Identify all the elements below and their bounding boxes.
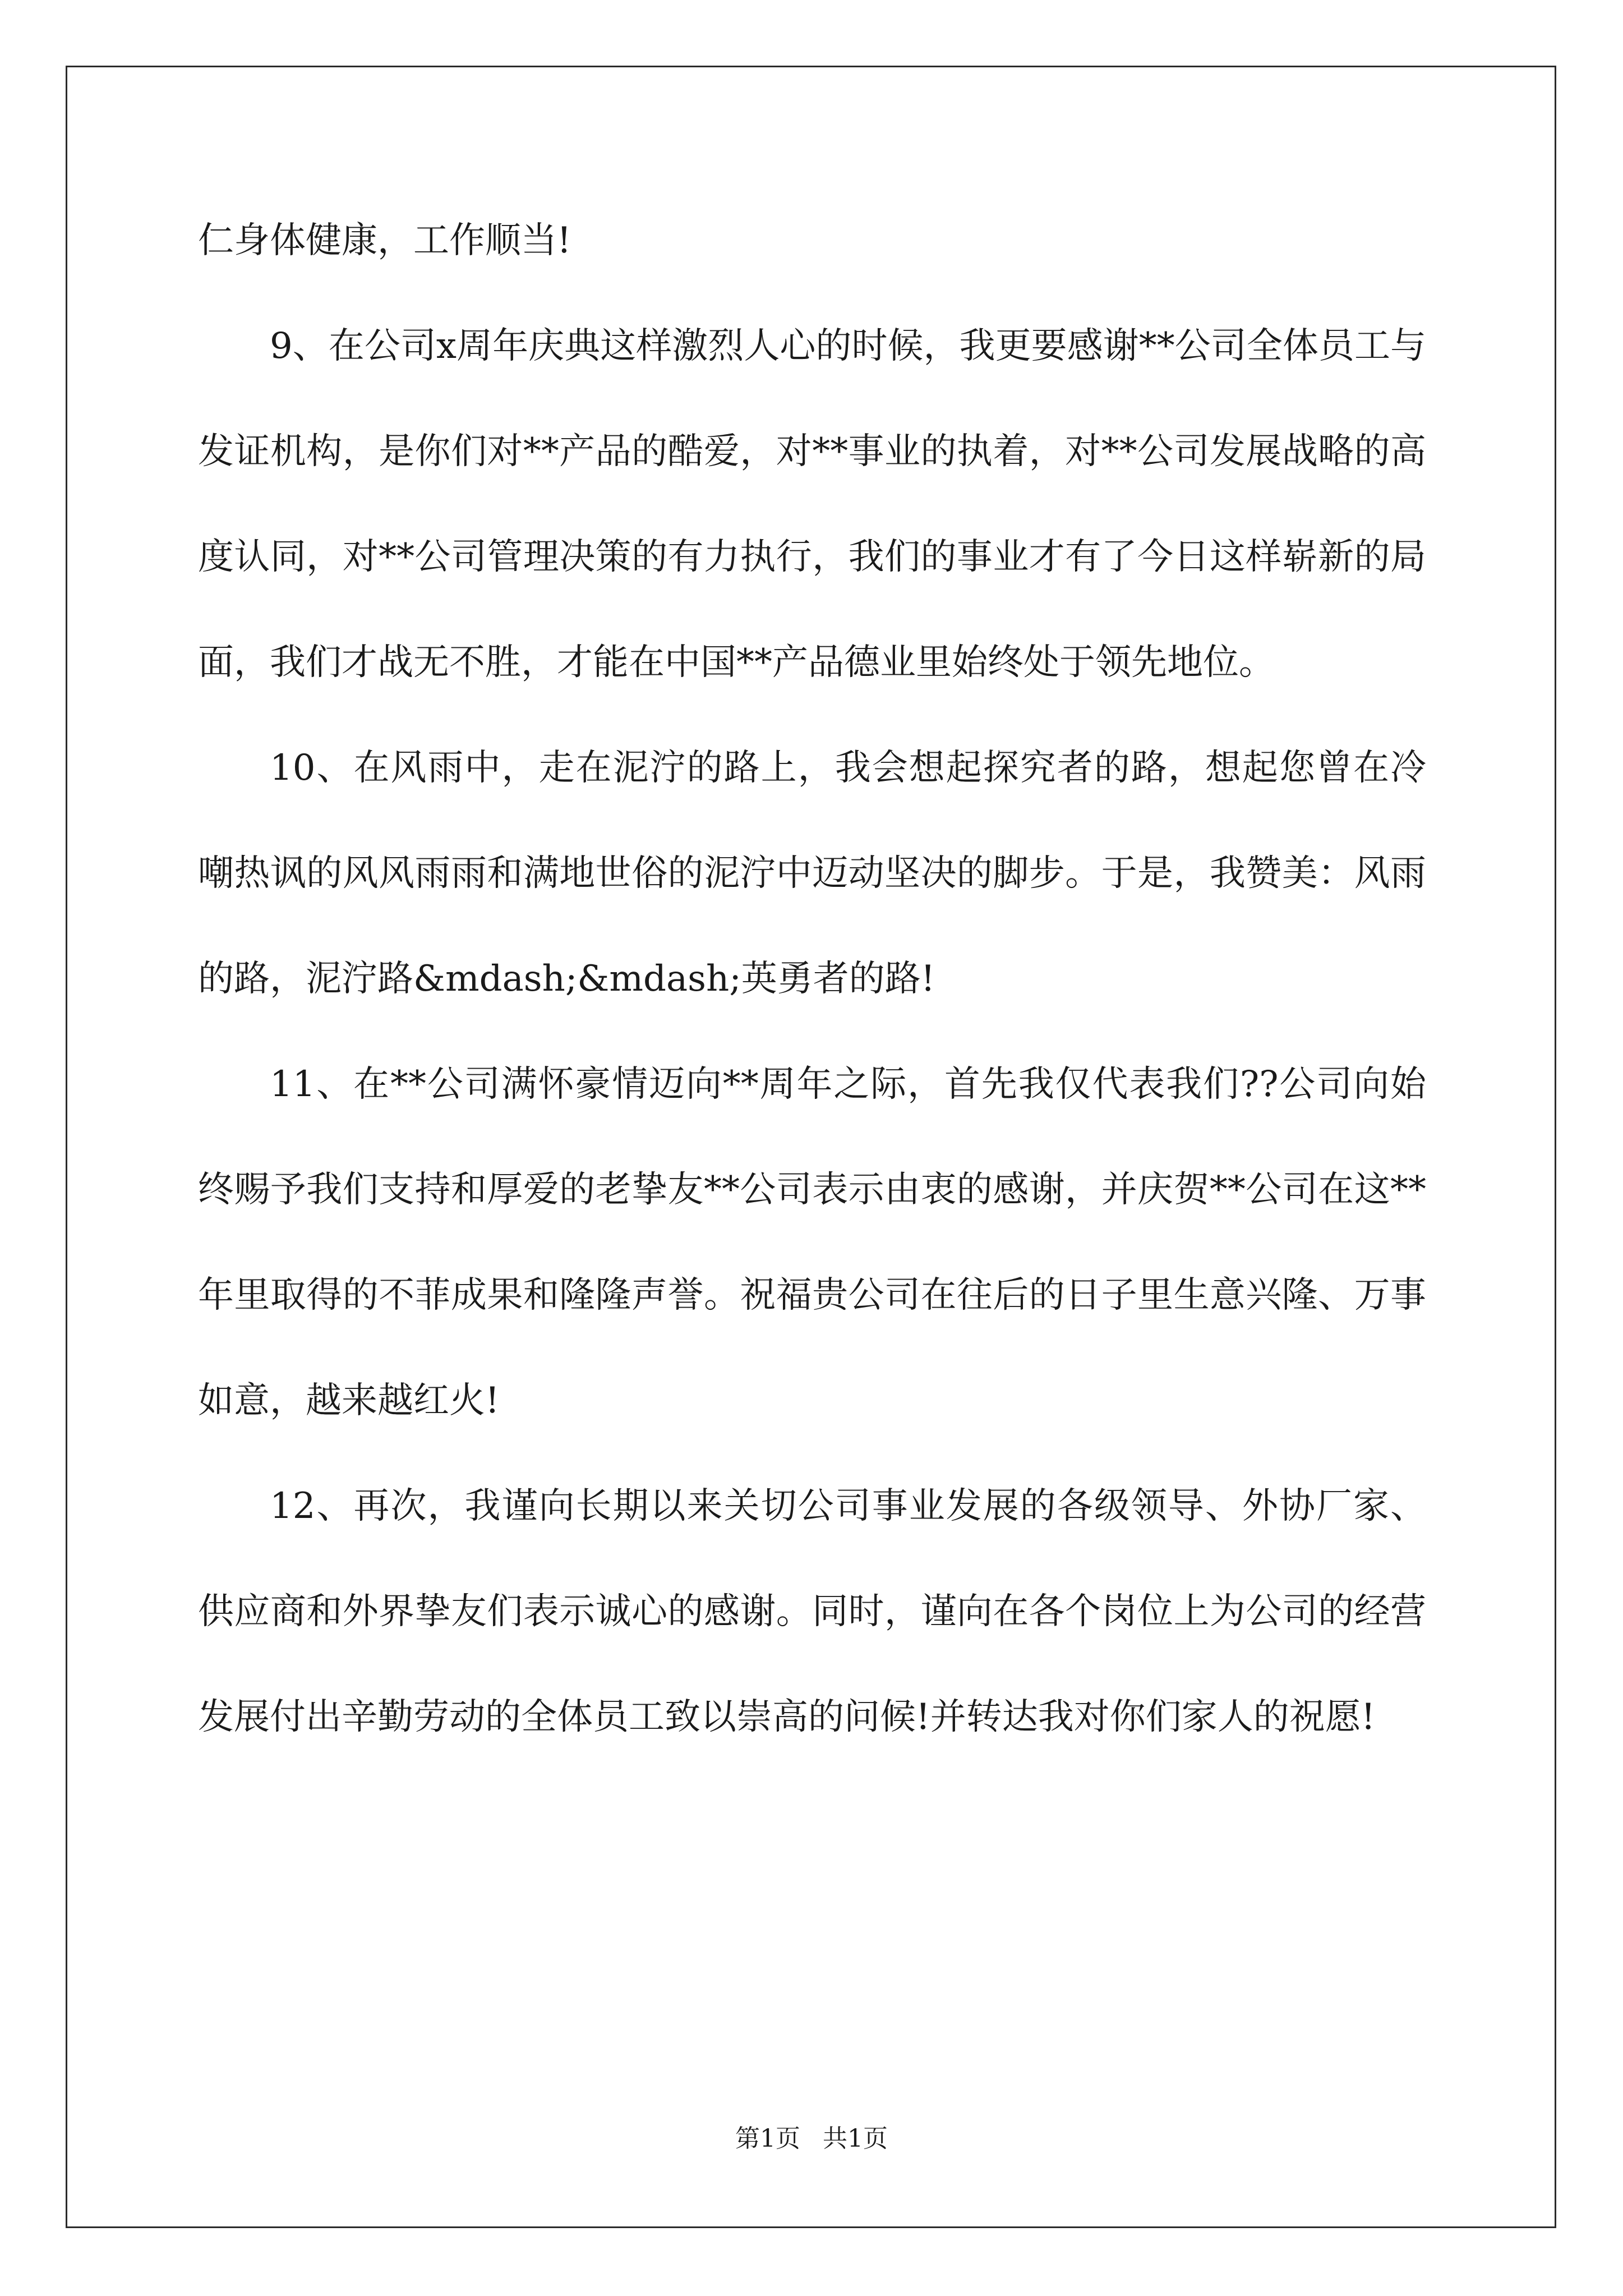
paragraph-4: 11、在**公司满怀豪情迈向**周年之际，首先我仅代表我们??公司向始终赐予我们支持和厚爱的老挚友**公司表示由衷的感谢，并庆贺**公司在这**年里取得的不菲成果和隆隆声誉。祝福贵公司在往后的日子里生意兴隆、万事如意，越来越红火! bbox=[198, 1064, 1426, 1421]
paragraph-3: 10、在风雨中，走在泥泞的路上，我会想起探究者的路，想起您曾在冷嘲热讽的风风雨雨和满地世俗的泥泞中迈动坚决的脚步。于是，我赞美：风雨的路，泥泞路&mdash;&mdash;英勇者的路! bbox=[198, 747, 1426, 1000]
paragraph-1: 仁身体健康，工作顺当! bbox=[198, 220, 571, 261]
page-number-current: 第1页 bbox=[735, 2124, 800, 2153]
paragraph-5: 12、再次，我谨向长期以来关切公司事业发展的各级领导、外协厂家、供应商和外界挚友们表示诚心的感谢。同时，谨向在各个岗位上为公司的经营发展付出辛勤劳动的全体员工致以崇高的问候!并转达我对你们家人的祝愿! bbox=[198, 1485, 1426, 1738]
page-number-total: 共1页 bbox=[823, 2124, 888, 2153]
paragraph-2: 9、在公司x周年庆典这样激烈人心的时候，我更要感谢**公司全体员工与发证机构，是你们对**产品的酷爱，对**事业的执着，对**公司发展战略的高度认同，对**公司管理决策的有力执行，我们的事业才有了今日这样崭新的局面，我们才战无不胜，才能在中国**产品德业里始终处于领先地位。 bbox=[198, 325, 1426, 683]
page-footer bbox=[0, 2122, 1623, 2156]
document-body bbox=[198, 188, 1426, 1770]
